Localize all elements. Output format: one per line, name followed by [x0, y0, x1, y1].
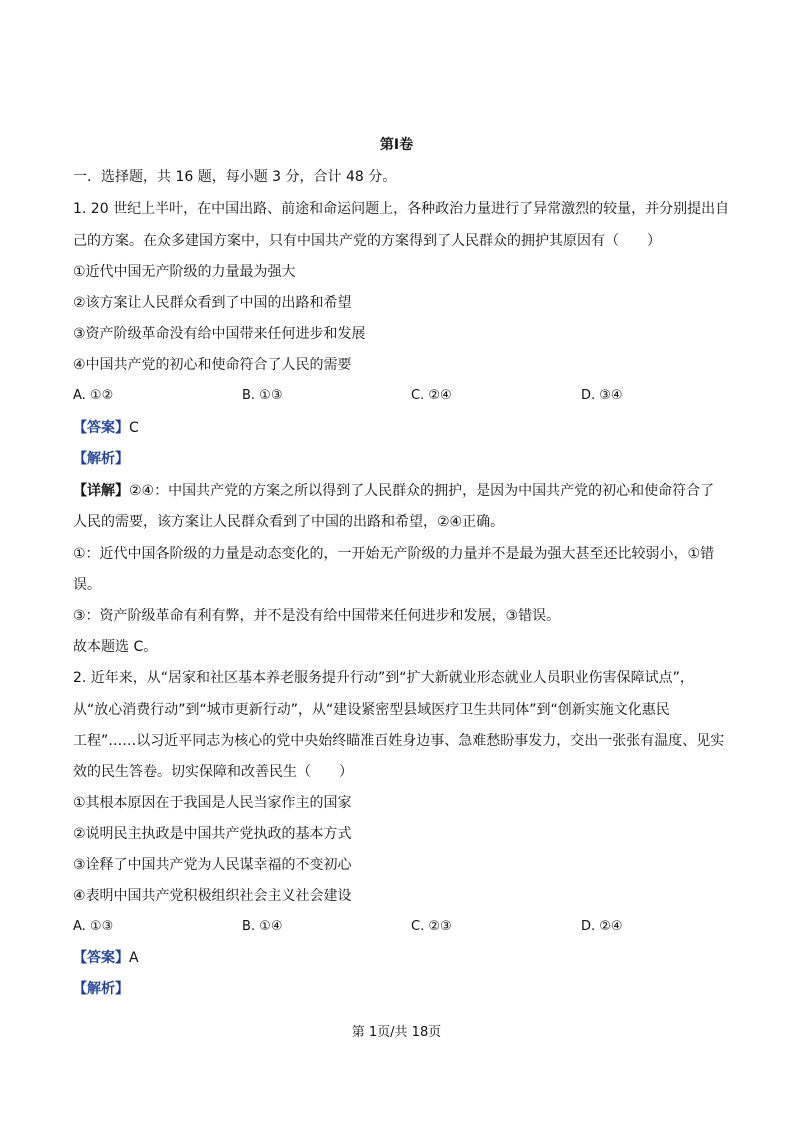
q1-conclusion: 故本题选 C。	[73, 639, 158, 655]
q1-stem-line2: 己的方案。在众多建国方案中，只有中国共产党的方案得到了人民群众的拥护其原因有（ ）	[73, 233, 661, 249]
q2-item-2: ②说明民主执政是中国共产党执政的基本方式	[73, 826, 352, 842]
q1-note3: ③：资产阶级革命有利有弊，并不是没有给中国带来任何进步和发展，③错误。	[73, 608, 561, 624]
q2-stem-line1: 2. 近年来，从“居家和社区基本养老服务提升行动”到“扩大新就业形态就业人员职业伤害保障试点”，	[73, 670, 694, 686]
q1-note1-line1: ①：近代中国各阶级的力量是动态变化的，一开始无产阶级的力量并不是最为强大甚至还比较弱小，①错	[73, 546, 715, 562]
q1-option-d: D. ③④	[581, 388, 623, 403]
q1-answer-label: 【答案】	[73, 420, 129, 436]
q1-option-a: A. ①②	[73, 388, 114, 403]
q1-analysis	[73, 450, 129, 468]
q1-item-4: ④中国共产党的初心和使命符合了人民的需要	[73, 357, 352, 373]
q2-option-b: B. ①④	[242, 919, 283, 934]
q2-answer-value: A	[129, 950, 139, 966]
page-footer: 第 1页/共 18页	[351, 1025, 442, 1040]
q1-detail-line1	[73, 482, 714, 500]
q2-option-c: C. ②③	[411, 919, 452, 934]
q2-answer-label: 【答案】	[73, 950, 129, 966]
q2-item-4: ④表明中国共产党积极组织社会主义社会建设	[73, 888, 352, 904]
q1-answer	[73, 419, 139, 437]
section-header: 一．选择题，共 16 题，每小题 3 分，合计 48 分。	[73, 169, 397, 185]
q2-stem-line2: 从“放心消费行动”到“城市更新行动”，从“建设紧密型县域医疗卫生共同体”到“创新实施文化惠民	[73, 702, 670, 718]
q2-answer	[73, 949, 139, 967]
q1-detail-text: ②④：中国共产党的方案之所以得到了人民群众的拥护，是因为中国共产党的初心和使命符合了	[129, 483, 715, 499]
q2-item-3: ③诠释了中国共产党为人民谋幸福的不变初心	[73, 857, 352, 873]
q1-option-b: B. ①③	[242, 388, 283, 403]
q2-option-d: D. ②④	[581, 919, 623, 934]
q2-analysis-label: 【解析】	[73, 981, 129, 997]
q2-item-1: ①其根本原因在于我国是人民当家作主的国家	[73, 795, 352, 811]
q1-item-3: ③资产阶级革命没有给中国带来任何进步和发展	[73, 326, 366, 342]
q2-stem-line3: 工程”……以习近平同志为核心的党中央始终瞄准百姓身边事、急难愁盼事发力，交出一张张有温度、见实	[73, 733, 725, 749]
q1-item-2: ②该方案让人民群众看到了中国的出路和希望	[73, 295, 352, 311]
q2-option-a: A. ①③	[73, 919, 114, 934]
q1-detail-line2: 人民的需要，该方案让人民群众看到了中国的出路和希望，②④正确。	[73, 514, 505, 530]
q1-item-1: ①近代中国无产阶级的力量最为强大	[73, 264, 296, 280]
q1-stem-line1: 1. 20 世纪上半叶，在中国出路、前途和命运问题上，各种政治力量进行了异常激烈的较量，并分别提出自	[73, 201, 730, 217]
q1-note1-line2: 误。	[73, 577, 101, 593]
q1-analysis-label: 【解析】	[73, 451, 129, 467]
q1-option-c: C. ②④	[411, 388, 452, 403]
section-title: 第Ⅰ卷	[379, 137, 414, 153]
q1-answer-value: C	[129, 420, 139, 436]
q2-stem-line4: 效的民生答卷。切实保障和改善民生（ ）	[73, 764, 353, 780]
q1-detail-label: 【详解】	[73, 483, 129, 499]
q2-analysis	[73, 980, 129, 998]
